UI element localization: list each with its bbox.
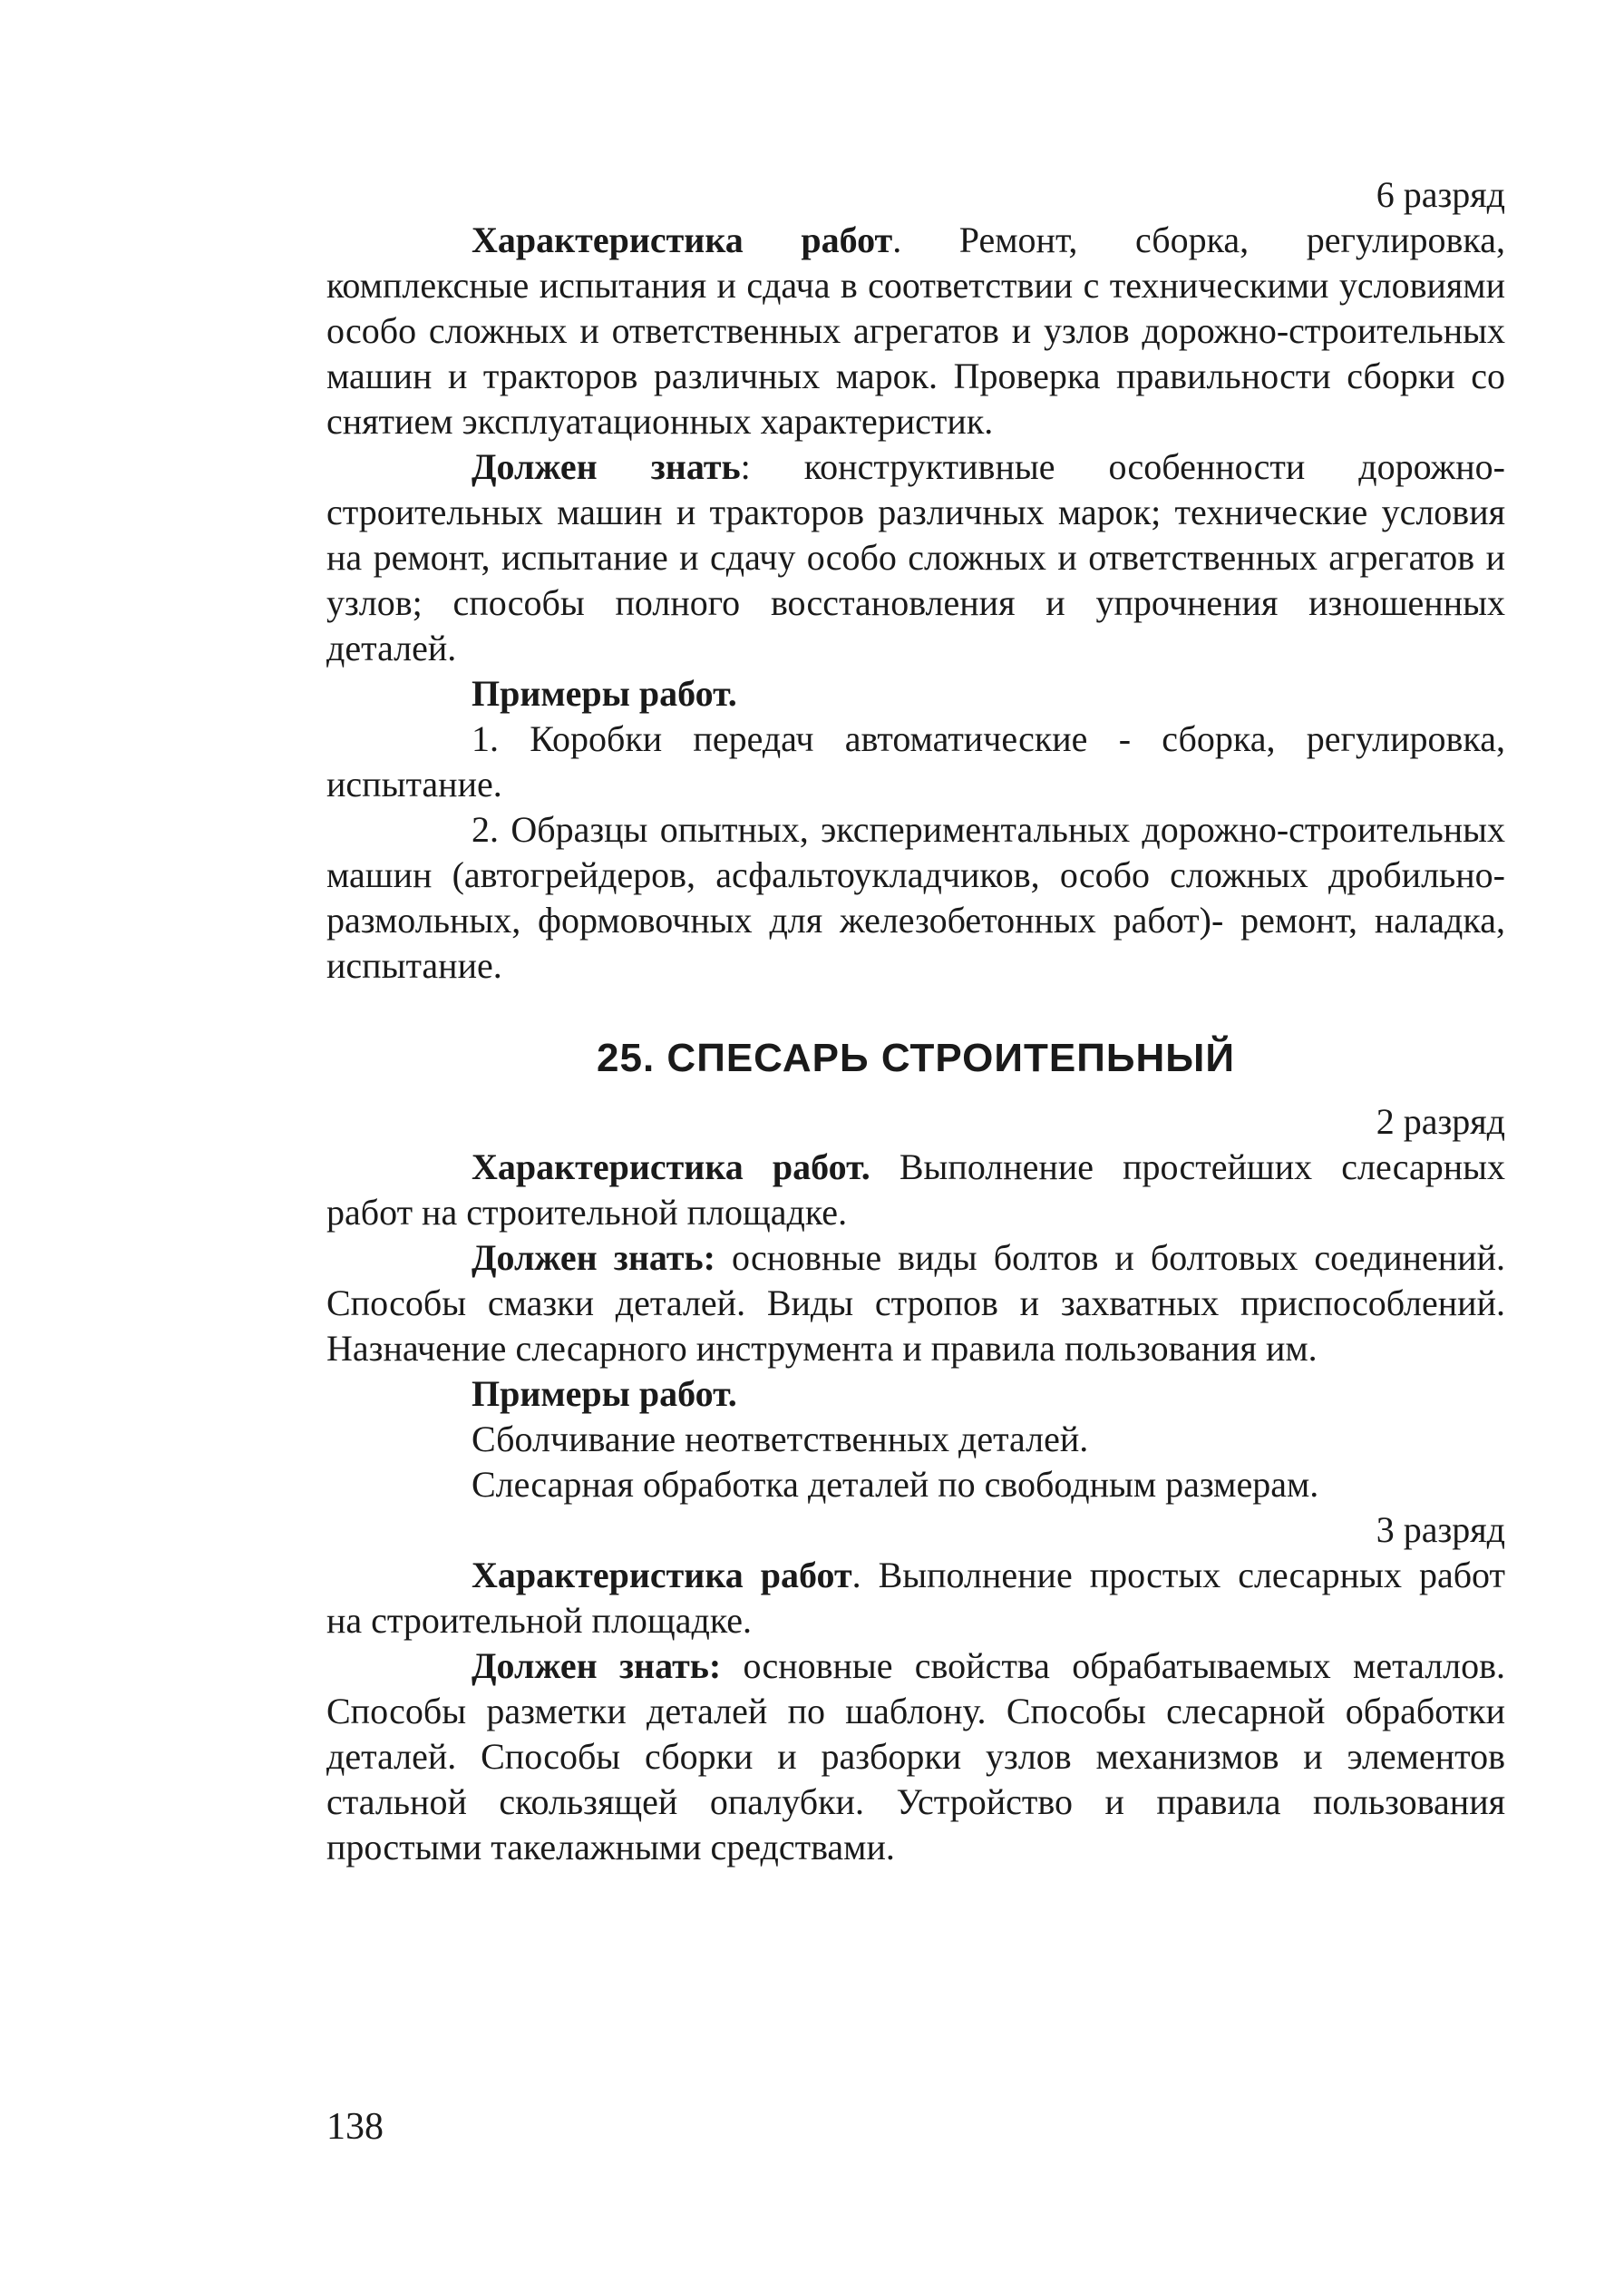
required-knowledge-term: Должен знать: (472, 1237, 715, 1278)
document-page (326, 172, 1505, 2204)
work-characteristics-text: . Выполнение простых слесарных работ на строительной площадке. (326, 1555, 1506, 1641)
page-number: 138 (326, 2106, 384, 2148)
work-characteristics-term: Характеристика работ (472, 1555, 852, 1595)
required-knowledge-term: Должен знать (472, 446, 741, 487)
required-knowledge-text: основные свойства обрабатываемых металлов. Способы разметки деталей по шаблону. Способы слесарной обработки деталей. Способы сборки и разборки узлов механизмов и элементов стальной скользящей опалубки. Устройство и правила пользования простыми такелажными средствами. (326, 1645, 1505, 1867)
work-characteristics-2 (326, 1145, 1505, 1235)
required-knowledge-text: основные виды болтов и болтовых соединений. Способы смазки деталей. Виды стропов и захватных приспособлений. Назначение слесарного инструмента и правила пользования им. (326, 1237, 1505, 1369)
required-knowledge-6 (326, 444, 1505, 671)
work-characteristics-term: Характеристика работ (472, 219, 893, 260)
example-item: Слесарная обработка деталей по свободным размерам. (472, 1464, 1319, 1505)
example-item: 2. Образцы опытных, экспериментальных дорожно-строительных машин (автогрейдеров, асфальтоукладчиков, особо сложных дробильно-размольных, формовочных для железобетонных работ)- ремонт, наладка, испытание. (326, 809, 1505, 986)
grade-6-heading: 6 разряд (1376, 174, 1505, 215)
required-knowledge-text: : конструктивные особенности дорожно-строительных машин и тракторов различных марок; технические условия на ремонт, испытание и сдачу особо сложных и ответственных агрегатов и узлов; способы полного восстановления и упрочнения изношенных деталей. (326, 446, 1505, 668)
grade-2-heading: 2 разряд (1376, 1101, 1505, 1142)
grade-3-heading: 3 разряд (1376, 1509, 1505, 1550)
section-title: 25. СПЕСАРЬ СТРОИТЕПЬНЫЙ (597, 1036, 1235, 1080)
work-characteristics-term: Характеристика работ. (472, 1146, 870, 1187)
work-characteristics-3 (326, 1553, 1505, 1643)
required-knowledge-3 (326, 1643, 1505, 1870)
examples-heading-6: Примеры работ. (472, 673, 737, 714)
required-knowledge-term: Должен знать: (472, 1645, 722, 1686)
example-item: Сболчивание неответственных деталей. (472, 1419, 1089, 1459)
work-characteristics-text: Выполнение простейших слесарных работ на строительной площадке. (326, 1146, 1505, 1233)
work-characteristics-text: . Ремонт, сборка, регулировка, комплексные испытания и сдача в соответствии с техническими условиями особо сложных и ответственных агрегатов и узлов дорожно-строительных машин и тракторов различных марок. Проверка правильности сборки со снятием эксплуатационных характеристик. (326, 219, 1505, 442)
examples-heading-2: Примеры работ. (472, 1373, 737, 1414)
work-characteristics-6 (326, 218, 1505, 444)
example-item: 1. Коробки передач автоматические - сборка, регулировка, испытание. (326, 718, 1505, 804)
required-knowledge-2 (326, 1235, 1505, 1371)
